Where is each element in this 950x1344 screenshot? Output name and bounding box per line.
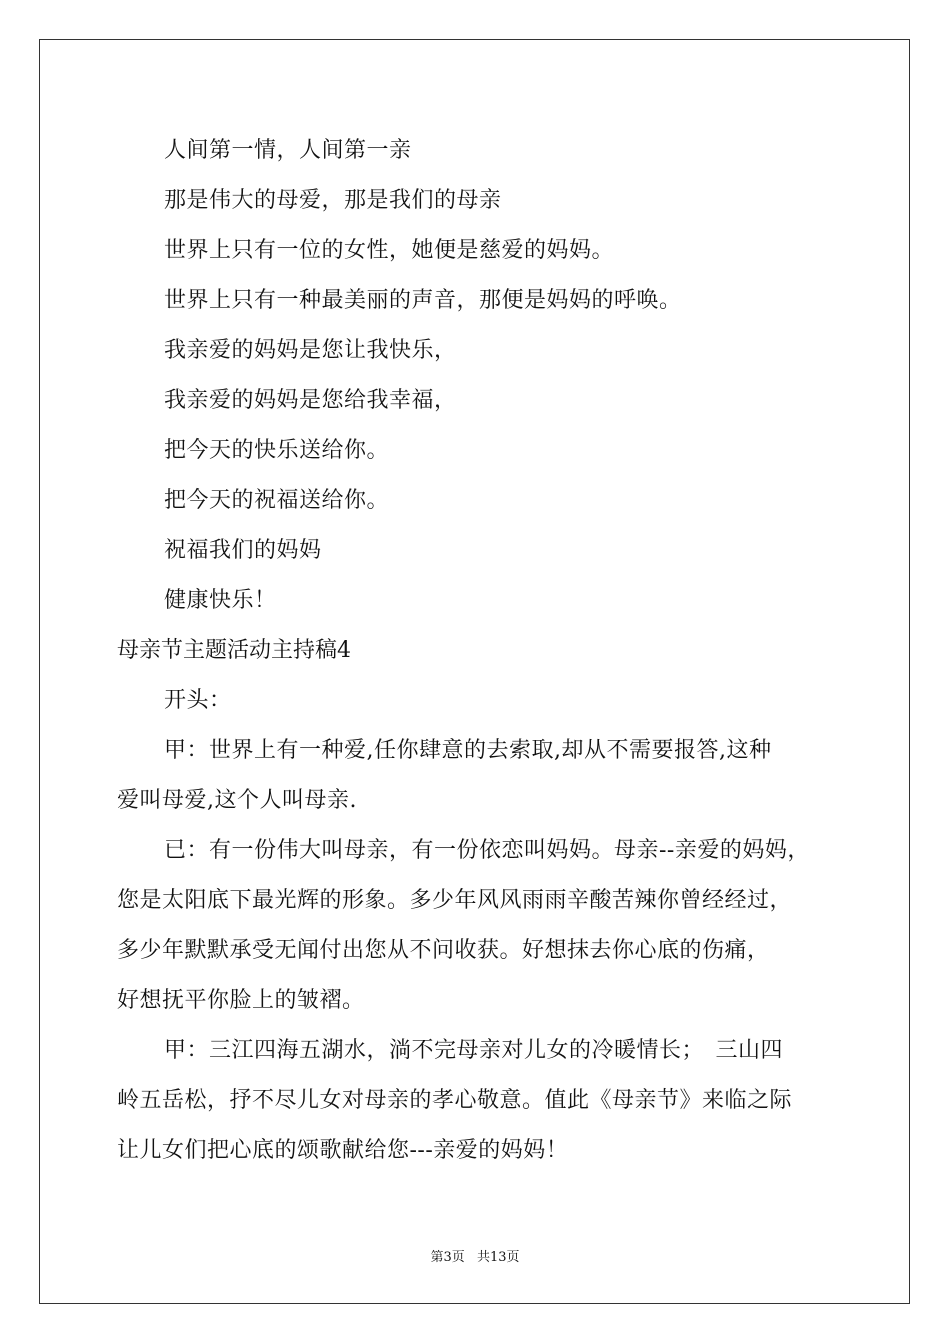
poem-line-6: 我亲爱的妈妈是您给我幸福，: [164, 388, 457, 413]
poem-line-5: 我亲爱的妈妈是您让我快乐，: [164, 338, 457, 363]
poem-line-9: 祝福我们的妈妈: [164, 538, 322, 563]
paragraph-2-line-2: 您是太阳底下最光辉的形象。多少年风风雨雨辛酸苦辣你曾经经过，: [117, 888, 793, 913]
paragraph-2-line-1: 已：有一份伟大叫母亲，有一份依恋叫妈妈。母亲--亲爱的妈妈，: [164, 838, 810, 863]
poem-line-4: 世界上只有一种最美丽的声音，那便是妈妈的呼唤。: [164, 288, 682, 313]
page-footer: [0, 1246, 950, 1265]
paragraph-3-line-2: 岭五岳松，抒不尽儿女对母亲的孝心敬意。值此《母亲节》来临之际: [117, 1088, 793, 1113]
page-number: 第3页: [430, 1250, 465, 1265]
opening-label: 开头：: [164, 688, 232, 713]
paragraph-1-line-1: 甲：世界上有一种爱,任你肆意的去索取,却从不需要报答,这种: [164, 738, 772, 763]
poem-line-1: 人间第一情，人间第一亲: [164, 138, 412, 163]
poem-line-2: 那是伟大的母爱，那是我们的母亲: [164, 188, 502, 213]
poem-line-10: 健康快乐！: [164, 588, 277, 613]
document-body: [117, 126, 837, 1176]
paragraph-3-line-3: 让儿女们把心底的颂歌献给您---亲爱的妈妈！: [117, 1138, 569, 1163]
paragraph-3-line-1: 甲：三江四海五湖水，淌不完母亲对儿女的冷暖情长； 三山四: [164, 1038, 784, 1063]
page-total: 共13页: [476, 1250, 520, 1265]
paragraph-2-line-4: 好想抚平你脸上的皱褶。: [117, 988, 365, 1013]
section-title: 母亲节主题活动主持稿4: [117, 638, 351, 663]
poem-line-8: 把今天的祝福送给你。: [164, 488, 390, 513]
poem-line-3: 世界上只有一位的女性，她便是慈爱的妈妈。: [164, 238, 615, 263]
paragraph-2-line-3: 多少年默默承受无闻付出您从不问收获。好想抹去你心底的伤痛，: [117, 938, 770, 963]
poem-line-7: 把今天的快乐送给你。: [164, 438, 390, 463]
paragraph-1-line-2: 爱叫母爱,这个人叫母亲.: [117, 788, 357, 813]
